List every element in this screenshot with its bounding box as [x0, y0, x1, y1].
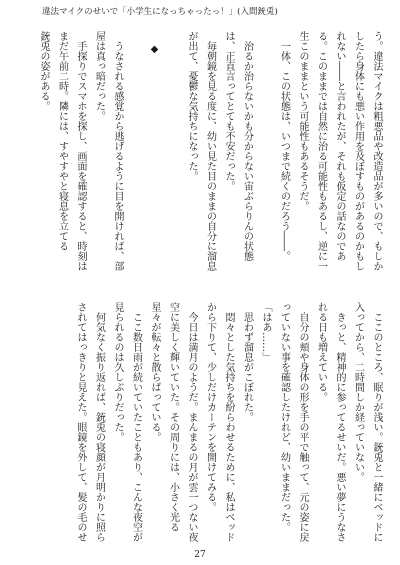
text-column: 悶々とした気持ちを紛らわせるために、私はベッド [223, 312, 234, 542]
text-column: 入ってから、二時間しか経っていない。 [352, 302, 364, 482]
text-column: 生このままという可能性もあるそうだ。 [297, 31, 308, 211]
text-column: から下りて、少しだけカーテンを開けてみる。 [204, 302, 216, 512]
text-column: うなされる感覚から逃げるように目を開ければ、部 [112, 41, 123, 271]
text-column: れない――と言われたが、それも仮定の話なのであ [334, 31, 345, 261]
text-column: 星々が転々と散らばっている。 [149, 302, 160, 442]
running-title: 違法マイクのせいで「小学生になっちゃったっ！」(入間銃兎) [42, 7, 278, 17]
upper-text-block [33, 31, 385, 273]
text-column: 今日は満月のようだ。まんまるの月が雲一つない夜 [186, 312, 197, 542]
text-column: る。このままでは自然に治る可能性もあるし、逆に一 [315, 31, 327, 271]
text-column: 何気なく振り返れば、銃兎の寝顔が月明かりに照ら [93, 312, 105, 542]
blank-column [126, 31, 145, 273]
text-column: まだ午前二時。隣には、すやすやと寝息を立てる [56, 31, 68, 251]
text-column: ここ数日雨が続いていたこともあり、こんな夜空が [130, 312, 142, 542]
text-column: 手探りでスマホを探し、画面を確認すると、時刻は [75, 41, 86, 271]
text-column: 見られるのは久しぶりだった。 [112, 302, 123, 442]
text-column: う。違法マイクは粗悪品や改造品が多いので、もしか [371, 31, 382, 271]
text-column: 思わず溜息がこぼれた。 [241, 312, 253, 422]
text-column: されてはっきりと見えた。眼鏡を外して、髪の毛のせ [75, 302, 86, 542]
text-column: 屋は真っ暗だった。 [93, 31, 105, 121]
text-column: 「はあ……」 [260, 302, 271, 362]
blank-column [163, 31, 182, 273]
scene-break-ornament: ◆ [149, 44, 160, 55]
text-column: 毎朝鏡を見る度に、幼い見た目のままの自分に溜息 [204, 41, 216, 271]
text-column: 一体、この状態は、いつまで続くのだろう――。 [278, 41, 290, 261]
text-column: したら身体にも悪い作用を及ぼすものがあるのかもし [352, 31, 364, 271]
text-column: 空に美しく輝いていた。その周りには、小さく光る [167, 302, 179, 532]
text-column: 治るか治らないかも分からない宙ぶらりんの状態 [241, 41, 253, 261]
text-column: は、正直言ってとても不安だった。 [223, 31, 234, 191]
text-column: っていない事を確認したけれど、幼いままだった。 [278, 302, 290, 532]
page-number: 27 [194, 550, 206, 560]
lower-text-block [33, 302, 385, 544]
blank-column [256, 31, 275, 273]
text-column: 銃兎の姿がある。 [38, 31, 49, 111]
text-column: きっと、精神的に参ってるせいだ。悪い夢にうなさ [334, 312, 345, 542]
text-column: が出て、憂鬱な気持ちになった。 [186, 31, 197, 181]
text-column: 自分の頬や身体の形を手の平で触って、元の姿に戻 [297, 312, 308, 542]
text-column: ここのところ、眠りが浅い。銃兎と一緒にベッドに [371, 312, 382, 542]
text-column: れる日も増えている。 [315, 302, 327, 402]
